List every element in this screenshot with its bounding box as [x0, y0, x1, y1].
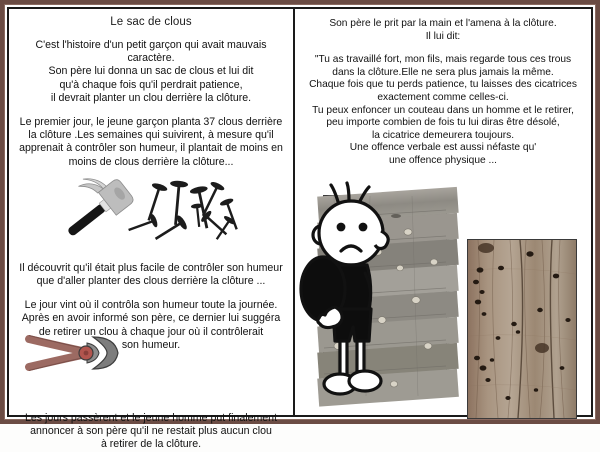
- page-inner-frame: [4, 4, 596, 451]
- left-paragraph-1: [9, 39, 293, 105]
- text-line: Après en avoir informé son père, ce dernier lui suggéra: [21, 312, 281, 325]
- text-line: il devrait planter un clou derrière la clôture.: [50, 91, 252, 104]
- text-line: exactement comme celles-ci.: [377, 91, 509, 103]
- text-line: "Tu as travaillé fort, mon fils, mais regarde tous ces trous: [314, 54, 572, 66]
- text-line: apprenait à contrôler son humeur, il plantait de moins en: [19, 142, 283, 155]
- right-paragraph-1: [295, 18, 591, 43]
- right-paragraph-2: [295, 54, 591, 167]
- text-line: Une offence verbale est aussi néfaste qu': [349, 142, 537, 154]
- cartoon-boy-illustration: [295, 181, 415, 421]
- text-line: Chaque fois que tu perds patience, tu laisses des cicatrices: [309, 79, 577, 91]
- left-panel: [7, 7, 295, 451]
- left-paragraph-5: [9, 412, 293, 452]
- text-line: qu'à chaque fois qu'il perdrait patience,: [59, 78, 243, 91]
- text-line: Son père le prit par la main et l'amena à la clôture.: [329, 18, 557, 29]
- text-line: Les jours passèrent et le jeune homme put finalement: [24, 412, 278, 425]
- right-illustration-row: [295, 177, 591, 427]
- left-paragraph-2: [9, 116, 293, 169]
- text-line: Le premier jour, le jeune garçon planta 37 clous derrière: [19, 116, 283, 129]
- text-line: moins de clous derrière la clôture...: [68, 155, 234, 168]
- left-paragraph-3: [9, 262, 293, 288]
- text-line: son humeur.: [121, 338, 181, 351]
- hammer-illustration: [55, 175, 141, 251]
- text-line: C'est l'histoire d'un petit garçon qui avait mauvais caractère.: [35, 39, 267, 65]
- right-panel: [295, 7, 593, 417]
- tools-illustration-row: [9, 175, 293, 253]
- text-line: la clôture .Les semaines qui suivirent, à mesure qu'il: [28, 129, 274, 142]
- text-line: dans la clôture.Elle ne sera plus jamais la même.: [332, 66, 554, 78]
- text-line: Tu peux enfoncer un couteau dans un homme et le retirer,: [312, 104, 574, 116]
- text-line: que d'aller planter des clous derrière la clôture ...: [36, 275, 266, 288]
- pincers-illustration: [23, 325, 133, 383]
- page-title: Le sac de clous: [110, 16, 192, 28]
- text-line: une offence physique ...: [389, 154, 497, 166]
- text-line: Il lui dit:: [425, 30, 461, 42]
- text-line: la cicatrice demeurera toujours.: [371, 129, 515, 141]
- text-line: annoncer à son père qu'il ne restait plus aucun clou: [30, 425, 272, 438]
- nail-holes-wood-photo: [467, 239, 577, 419]
- text-line: Le jour vint où il contrôla son humeur toute la journée.: [24, 299, 278, 312]
- text-line: Il découvrit qu'il était plus facile de contrôler son humeur: [19, 261, 283, 274]
- text-line: à retirer de la clôture.: [100, 438, 202, 451]
- text-line: de retirer un clou à chaque jour où il contrôlerait: [38, 325, 264, 338]
- text-line: Son père lui donna un sac de clous et lui dit: [48, 65, 254, 78]
- text-line: peu importe combien de fois tu lui diras être désolé,: [326, 117, 560, 129]
- nails-illustration: [141, 177, 237, 251]
